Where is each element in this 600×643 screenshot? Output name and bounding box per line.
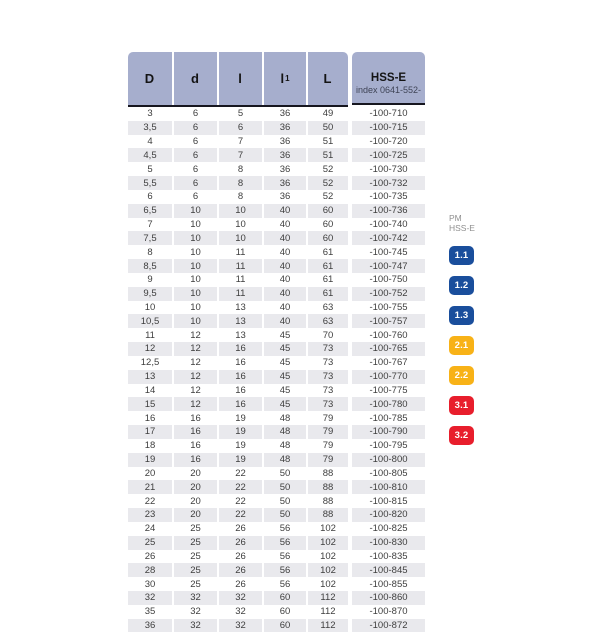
value-cell: 36 (264, 162, 308, 176)
value-cell: 10 (174, 218, 219, 232)
value-cell: 25 (174, 563, 219, 577)
value-cell: 52 (322, 191, 334, 203)
table-row (128, 107, 425, 121)
value-cell: 45 (264, 384, 308, 398)
table-row (128, 605, 425, 619)
value-cell: 12 (174, 356, 219, 370)
value-cell: 10 (219, 204, 264, 218)
table-row (128, 411, 425, 425)
order-code-cell: -100-845 (352, 563, 425, 577)
value-cell: 6 (128, 190, 174, 204)
order-code-cell: -100-715 (352, 121, 425, 135)
value-cell: 12,5 (128, 356, 174, 370)
value-cell: 32 (219, 591, 264, 605)
suitability-badge: 1.3 (449, 306, 474, 325)
value-cell: 102 (320, 578, 336, 590)
value-cell: 13 (219, 314, 264, 328)
value-cell: 12 (174, 397, 219, 411)
value-cell: 40 (264, 287, 308, 301)
value-cell: 40 (264, 273, 308, 287)
table-row (128, 245, 425, 259)
value-cell: 10 (174, 204, 219, 218)
order-code-cell: -100-790 (352, 425, 425, 439)
table-row (128, 328, 425, 342)
value-cell: 60 (308, 231, 348, 245)
value-cell: 21 (128, 480, 174, 494)
value-cell: 36 (264, 176, 308, 190)
order-code-cell: -100-725 (352, 148, 425, 162)
code-column-title: HSS-E (370, 71, 407, 84)
pm-hsse-label (449, 214, 475, 233)
value-cell: 16 (174, 425, 219, 439)
value-cell: 10 (174, 245, 219, 259)
order-code-column-header (352, 52, 425, 105)
suitability-badge: 2.2 (449, 366, 474, 385)
table-row (128, 550, 425, 564)
value-cell: 32 (128, 591, 174, 605)
order-code-cell: -100-805 (369, 467, 408, 479)
table-row (128, 273, 425, 287)
value-cell: 49 (322, 108, 334, 120)
value-cell: 16 (219, 342, 264, 356)
order-code-cell: -100-760 (369, 329, 408, 341)
value-cell: 40 (264, 231, 308, 245)
value-cell: 60 (264, 605, 308, 619)
value-cell: 36 (128, 619, 174, 633)
value-cell: 16 (219, 384, 264, 398)
table-row (128, 301, 425, 315)
order-code-cell: -100-795 (369, 440, 408, 452)
order-code-cell: -100-800 (352, 453, 425, 467)
value-cell: 50 (264, 508, 308, 522)
value-cell: 35 (128, 605, 174, 619)
value-cell: 51 (308, 148, 348, 162)
value-cell: 19 (219, 453, 264, 467)
order-code-cell: -100-755 (369, 302, 408, 313)
value-cell: 8 (219, 190, 264, 204)
order-code-cell: -100-870 (369, 606, 408, 618)
value-cell: 48 (264, 411, 308, 425)
value-cell: 45 (264, 397, 308, 411)
value-cell: 40 (264, 259, 308, 273)
value-cell: 14 (128, 384, 174, 398)
value-cell: 19 (219, 411, 264, 425)
value-cell: 60 (264, 591, 308, 605)
value-cell: 16 (219, 370, 264, 384)
value-cell: 7,5 (128, 231, 174, 245)
value-cell: 20 (174, 494, 219, 508)
value-cell: 3,5 (128, 121, 174, 135)
suitability-badge: 3.2 (449, 426, 474, 445)
value-cell: 40 (264, 245, 308, 259)
value-cell: 26 (219, 550, 264, 564)
value-cell: 19 (128, 453, 174, 467)
table-row (128, 287, 425, 301)
value-cell: 6 (174, 121, 219, 135)
table-row (128, 563, 425, 577)
value-cell: 50 (264, 467, 308, 481)
value-cell: 73 (322, 384, 334, 396)
value-cell: 10 (174, 301, 219, 315)
value-cell: 8,5 (128, 259, 174, 273)
table-row (128, 467, 425, 481)
value-cell: 22 (219, 508, 264, 522)
order-code-cell: -100-740 (369, 219, 408, 231)
order-code-cell: -100-752 (352, 287, 425, 301)
value-cell: 45 (264, 342, 308, 356)
value-cell: 6 (219, 121, 264, 135)
value-cell: 45 (264, 328, 308, 342)
table-row (128, 135, 425, 149)
value-cell: 22 (128, 494, 174, 508)
order-code-cell: -100-736 (352, 204, 425, 218)
table-row (128, 425, 425, 439)
order-code-cell: -100-780 (352, 397, 425, 411)
order-code-cell: -100-750 (369, 274, 408, 286)
value-cell: 88 (308, 508, 348, 522)
value-cell: 10 (174, 287, 219, 301)
table-row (128, 342, 425, 356)
table-row (128, 231, 425, 245)
value-cell: 63 (308, 314, 348, 328)
value-cell: 8 (219, 176, 264, 190)
value-cell: 16 (174, 411, 219, 425)
value-cell: 36 (264, 135, 308, 149)
order-code-cell: -100-820 (352, 508, 425, 522)
table-row (128, 384, 425, 398)
value-cell: 5,5 (128, 176, 174, 190)
table-row (128, 259, 425, 273)
value-cell: 63 (322, 302, 334, 313)
value-cell: 32 (219, 605, 264, 619)
table-row (128, 480, 425, 494)
value-cell: 10 (219, 231, 264, 245)
table-row (128, 218, 425, 232)
order-code-cell: -100-815 (369, 495, 408, 507)
order-code-cell: -100-742 (352, 231, 425, 245)
value-cell: 13 (219, 301, 264, 315)
value-cell: 36 (264, 190, 308, 204)
value-cell: 10 (128, 301, 174, 315)
suitability-badge-column (449, 246, 474, 445)
value-cell: 26 (219, 536, 264, 550)
value-cell: 79 (308, 453, 348, 467)
value-cell: 16 (174, 453, 219, 467)
value-cell: 12 (174, 342, 219, 356)
table-row (128, 494, 425, 508)
value-cell: 5 (128, 162, 174, 176)
order-code-cell: -100-720 (369, 136, 408, 148)
dimension-table (128, 52, 425, 632)
order-code-cell: -100-732 (352, 176, 425, 190)
value-cell: 88 (322, 467, 334, 479)
value-cell: 16 (174, 439, 219, 453)
value-cell: 6 (174, 135, 219, 149)
table-row (128, 148, 425, 162)
value-cell: 88 (322, 495, 334, 507)
suitability-badge: 2.1 (449, 336, 474, 355)
value-cell: 12 (174, 384, 219, 398)
order-code-cell: -100-830 (352, 536, 425, 550)
value-cell: 7 (219, 135, 264, 149)
value-cell: 61 (322, 274, 334, 286)
value-cell: 102 (308, 536, 348, 550)
suitability-badge: 1.2 (449, 276, 474, 295)
value-cell: 10 (174, 259, 219, 273)
value-cell: 16 (219, 397, 264, 411)
table-row (128, 204, 425, 218)
value-cell: 16 (219, 356, 264, 370)
value-cell: 22 (219, 467, 264, 481)
value-cell: 40 (264, 301, 308, 315)
value-cell: 22 (219, 494, 264, 508)
value-cell: 11 (128, 328, 174, 342)
order-code-cell: -100-767 (369, 357, 408, 369)
value-cell: 73 (308, 370, 348, 384)
table-row (128, 439, 425, 453)
value-cell: 48 (264, 425, 308, 439)
order-code-cell: -100-835 (369, 550, 408, 562)
value-cell: 36 (264, 148, 308, 162)
value-cell: 13 (128, 370, 174, 384)
table-row (128, 577, 425, 591)
value-cell: 24 (128, 522, 174, 536)
value-cell: 10 (174, 314, 219, 328)
order-code-cell: -100-825 (369, 523, 408, 535)
value-cell: 9 (128, 273, 174, 287)
value-cell: 102 (308, 563, 348, 577)
value-cell: 25 (128, 536, 174, 550)
value-cell: 102 (320, 523, 336, 535)
value-cell: 45 (264, 356, 308, 370)
value-cell: 45 (264, 370, 308, 384)
value-cell: 12 (128, 342, 174, 356)
value-cell: 73 (308, 397, 348, 411)
value-cell: 6 (174, 190, 219, 204)
order-code-cell: -100-745 (369, 246, 408, 258)
value-cell: 6,5 (128, 204, 174, 218)
value-cell: 20 (174, 467, 219, 481)
value-cell: 28 (128, 563, 174, 577)
table-row (128, 508, 425, 522)
value-cell: 15 (128, 397, 174, 411)
value-cell: 18 (128, 439, 174, 453)
value-cell: 17 (128, 425, 174, 439)
table-row (128, 591, 425, 605)
order-code-cell: -100-765 (352, 342, 425, 356)
value-cell: 50 (264, 480, 308, 494)
table-row (128, 162, 425, 176)
value-cell: 79 (322, 440, 334, 452)
value-cell: 26 (219, 577, 264, 591)
value-cell: 7 (219, 148, 264, 162)
value-cell: 20 (174, 508, 219, 522)
value-cell: 10 (174, 231, 219, 245)
value-cell: 22 (219, 480, 264, 494)
table-row (128, 314, 425, 328)
value-cell: 40 (264, 218, 308, 232)
value-cell: 60 (322, 219, 334, 231)
table-body (128, 107, 425, 632)
order-code-cell: -100-860 (352, 591, 425, 605)
value-cell: 61 (322, 246, 334, 258)
value-cell: 112 (320, 606, 336, 618)
pm-label: PM (449, 213, 462, 223)
order-code-cell: -100-710 (369, 108, 408, 120)
value-cell: 56 (264, 577, 308, 591)
value-cell: 50 (308, 121, 348, 135)
suitability-badge: 1.1 (449, 246, 474, 265)
value-cell: 52 (322, 163, 334, 175)
value-cell: 56 (264, 536, 308, 550)
value-cell: 4,5 (128, 148, 174, 162)
value-cell: 25 (174, 536, 219, 550)
table-row (128, 121, 425, 135)
value-cell: 73 (322, 357, 334, 369)
value-cell: 79 (322, 412, 334, 424)
value-cell: 19 (219, 439, 264, 453)
order-code-cell: -100-785 (369, 412, 408, 424)
value-cell: 40 (264, 314, 308, 328)
value-cell: 112 (308, 591, 348, 605)
value-cell: 11 (219, 287, 264, 301)
value-cell: 40 (264, 204, 308, 218)
value-cell: 6 (174, 176, 219, 190)
value-cell: 30 (128, 577, 174, 591)
value-cell: 8 (219, 162, 264, 176)
value-cell: 61 (308, 287, 348, 301)
value-cell: 19 (219, 425, 264, 439)
value-cell: 11 (219, 273, 264, 287)
value-cell: 3 (128, 107, 174, 121)
value-cell: 48 (264, 439, 308, 453)
value-cell: 32 (219, 619, 264, 633)
suitability-badge: 3.1 (449, 396, 474, 415)
table-row (128, 190, 425, 204)
value-cell: 10 (174, 273, 219, 287)
value-cell: 5 (219, 107, 264, 121)
value-cell: 56 (264, 550, 308, 564)
value-cell: 32 (174, 605, 219, 619)
value-cell: 88 (308, 480, 348, 494)
value-cell: 61 (308, 259, 348, 273)
value-cell: 16 (128, 411, 174, 425)
order-code-cell: -100-770 (352, 370, 425, 384)
value-cell: 26 (219, 563, 264, 577)
value-cell: 73 (308, 342, 348, 356)
value-cell: 7 (128, 218, 174, 232)
order-code-cell: -100-735 (369, 191, 408, 203)
code-column-subtitle: index 0641-552- (355, 85, 422, 96)
value-cell: 11 (219, 259, 264, 273)
value-cell: 20 (128, 467, 174, 481)
value-cell: 26 (219, 522, 264, 536)
value-cell: 6 (174, 107, 219, 121)
hsse-label: HSS-E (449, 222, 475, 233)
value-cell: 36 (264, 121, 308, 135)
order-code-cell: -100-872 (352, 619, 425, 633)
order-code-cell: -100-855 (369, 578, 408, 590)
value-cell: 12 (174, 328, 219, 342)
column-header-d: d (174, 52, 219, 105)
value-cell: 79 (308, 425, 348, 439)
value-cell: 112 (308, 619, 348, 633)
value-cell: 23 (128, 508, 174, 522)
value-cell: 25 (174, 577, 219, 591)
value-cell: 8 (128, 245, 174, 259)
column-header-l: l (219, 52, 264, 105)
value-cell: 50 (264, 494, 308, 508)
value-cell: 56 (264, 522, 308, 536)
value-cell: 48 (264, 453, 308, 467)
order-code-cell: -100-810 (352, 480, 425, 494)
column-header-l1: l 1 (264, 52, 308, 105)
value-cell: 4 (128, 135, 174, 149)
value-cell: 32 (174, 591, 219, 605)
value-cell: 12 (174, 370, 219, 384)
value-cell: 10 (219, 218, 264, 232)
table-row (128, 536, 425, 550)
table-row (128, 522, 425, 536)
order-code-cell: -100-757 (352, 314, 425, 328)
value-cell: 9,5 (128, 287, 174, 301)
value-cell: 10,5 (128, 314, 174, 328)
value-cell: 11 (219, 245, 264, 259)
table-row (128, 397, 425, 411)
table-header (128, 52, 425, 107)
column-header-L: L (323, 71, 332, 86)
value-cell: 56 (264, 563, 308, 577)
order-code-cell: -100-775 (369, 384, 408, 396)
table-row (128, 619, 425, 633)
column-header-D: D (128, 52, 174, 105)
value-cell: 102 (320, 550, 336, 562)
value-cell: 60 (308, 204, 348, 218)
order-code-cell: -100-730 (369, 163, 408, 175)
value-cell: 36 (264, 107, 308, 121)
table-row (128, 453, 425, 467)
value-cell: 70 (322, 329, 334, 341)
order-code-cell: -100-747 (352, 259, 425, 273)
value-cell: 20 (174, 480, 219, 494)
value-cell: 60 (264, 619, 308, 633)
value-cell: 13 (219, 328, 264, 342)
value-cell: 25 (174, 522, 219, 536)
table-row (128, 356, 425, 370)
table-row (128, 176, 425, 190)
value-cell: 25 (174, 550, 219, 564)
value-cell: 6 (174, 162, 219, 176)
table-header-main (128, 52, 348, 107)
value-cell: 26 (128, 550, 174, 564)
value-cell: 51 (322, 136, 334, 148)
value-cell: 32 (174, 619, 219, 633)
value-cell: 52 (308, 176, 348, 190)
value-cell: 6 (174, 148, 219, 162)
table-row (128, 370, 425, 384)
